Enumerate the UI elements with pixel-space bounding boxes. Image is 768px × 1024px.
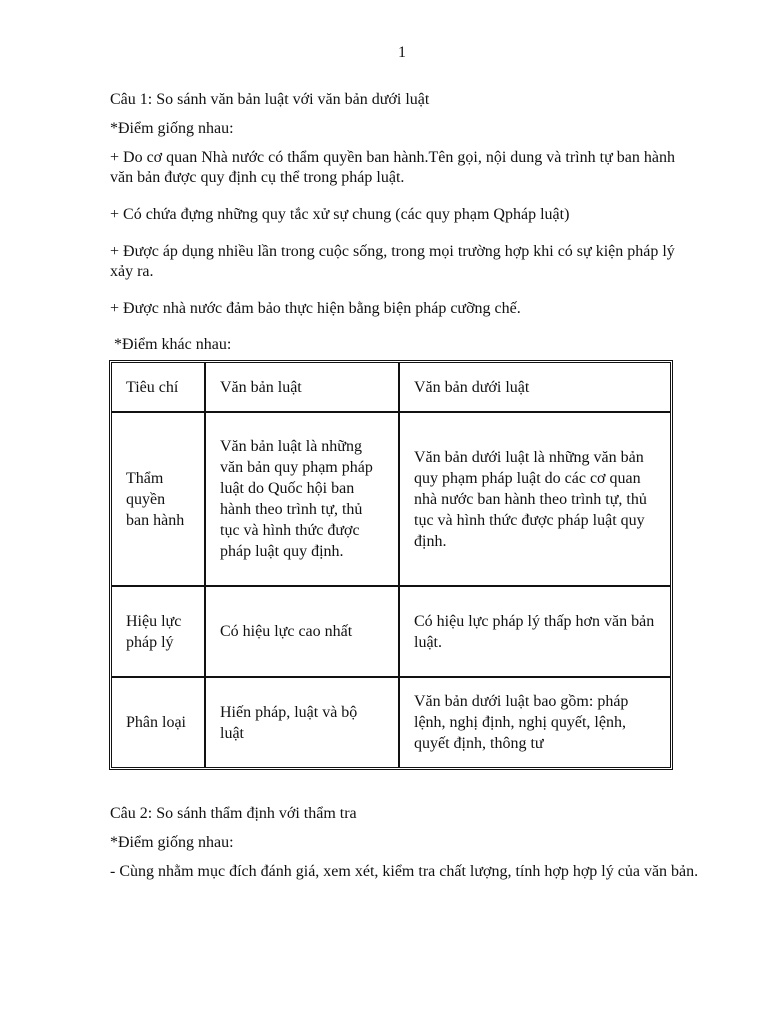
header-cell-criteria: Tiêu chí — [112, 363, 206, 413]
law-cell: Có hiệu lực cao nhất — [206, 587, 400, 678]
sub-law-cell: Văn bản dưới luật là những văn bản quy phạm pháp luật do các cơ quan nhà nước ban hành theo trình tự, thủ tục và hình thức được pháp luật quy định. — [400, 413, 670, 587]
table-row — [112, 587, 670, 678]
similarities-heading: *Điểm giống nhau: — [110, 120, 234, 137]
header-cell-law: Văn bản luật — [206, 363, 400, 413]
criteria-cell: Hiệu lực pháp lý — [112, 587, 206, 678]
header-cell-sub-law: Văn bản dưới luật — [400, 363, 670, 413]
criteria-cell: Phân loại — [112, 678, 206, 767]
similarity-item: + Được nhà nước đảm bảo thực hiện bằng biện pháp cưỡng chế. — [110, 300, 521, 317]
similarity-item: - Cùng nhằm mục đích đánh giá, xem xét, kiểm tra chất lượng, tính hợp hợp lý của văn bản. — [110, 863, 699, 880]
table-row — [112, 678, 670, 767]
question-1-title: Câu 1: So sánh văn bản luật với văn bản dưới luật — [110, 91, 430, 108]
criteria-cell: Thẩm quyền ban hành — [112, 413, 206, 587]
similarities-heading: *Điểm giống nhau: — [110, 834, 234, 851]
similarity-item: + Có chứa đựng những quy tắc xử sự chung (các quy phạm Qpháp luật) — [110, 206, 570, 223]
law-cell: Văn bản luật là những văn bản quy phạm pháp luật do Quốc hội ban hành theo trình tự, thủ tục và hình thức được pháp luật quy định. — [206, 413, 400, 587]
similarity-item: + Được áp dụng nhiều lần trong cuộc sống, trong mọi trường hợp khi có sự kiện pháp lý xảy ra. — [110, 243, 675, 280]
page-number: 1 — [398, 44, 406, 61]
sub-law-cell: Có hiệu lực pháp lý thấp hơn văn bản luật. — [400, 587, 670, 678]
comparison-table — [111, 362, 671, 768]
table-header-row — [112, 363, 670, 413]
similarity-item: + Do cơ quan Nhà nước có thẩm quyền ban hành.Tên gọi, nội dung và trình tự ban hành văn bản được quy định cụ thể trong pháp luật. — [110, 149, 675, 186]
differences-heading: *Điểm khác nhau: — [114, 336, 232, 353]
table-row — [112, 413, 670, 587]
document-body — [110, 90, 700, 899]
law-cell: Hiến pháp, luật và bộ luật — [206, 678, 400, 767]
sub-law-cell: Văn bản dưới luật bao gồm: pháp lệnh, nghị định, nghị quyết, lệnh, quyết định, thông tư — [414, 693, 629, 752]
question-2-title: Câu 2: So sánh thẩm định với thẩm tra — [110, 805, 357, 822]
